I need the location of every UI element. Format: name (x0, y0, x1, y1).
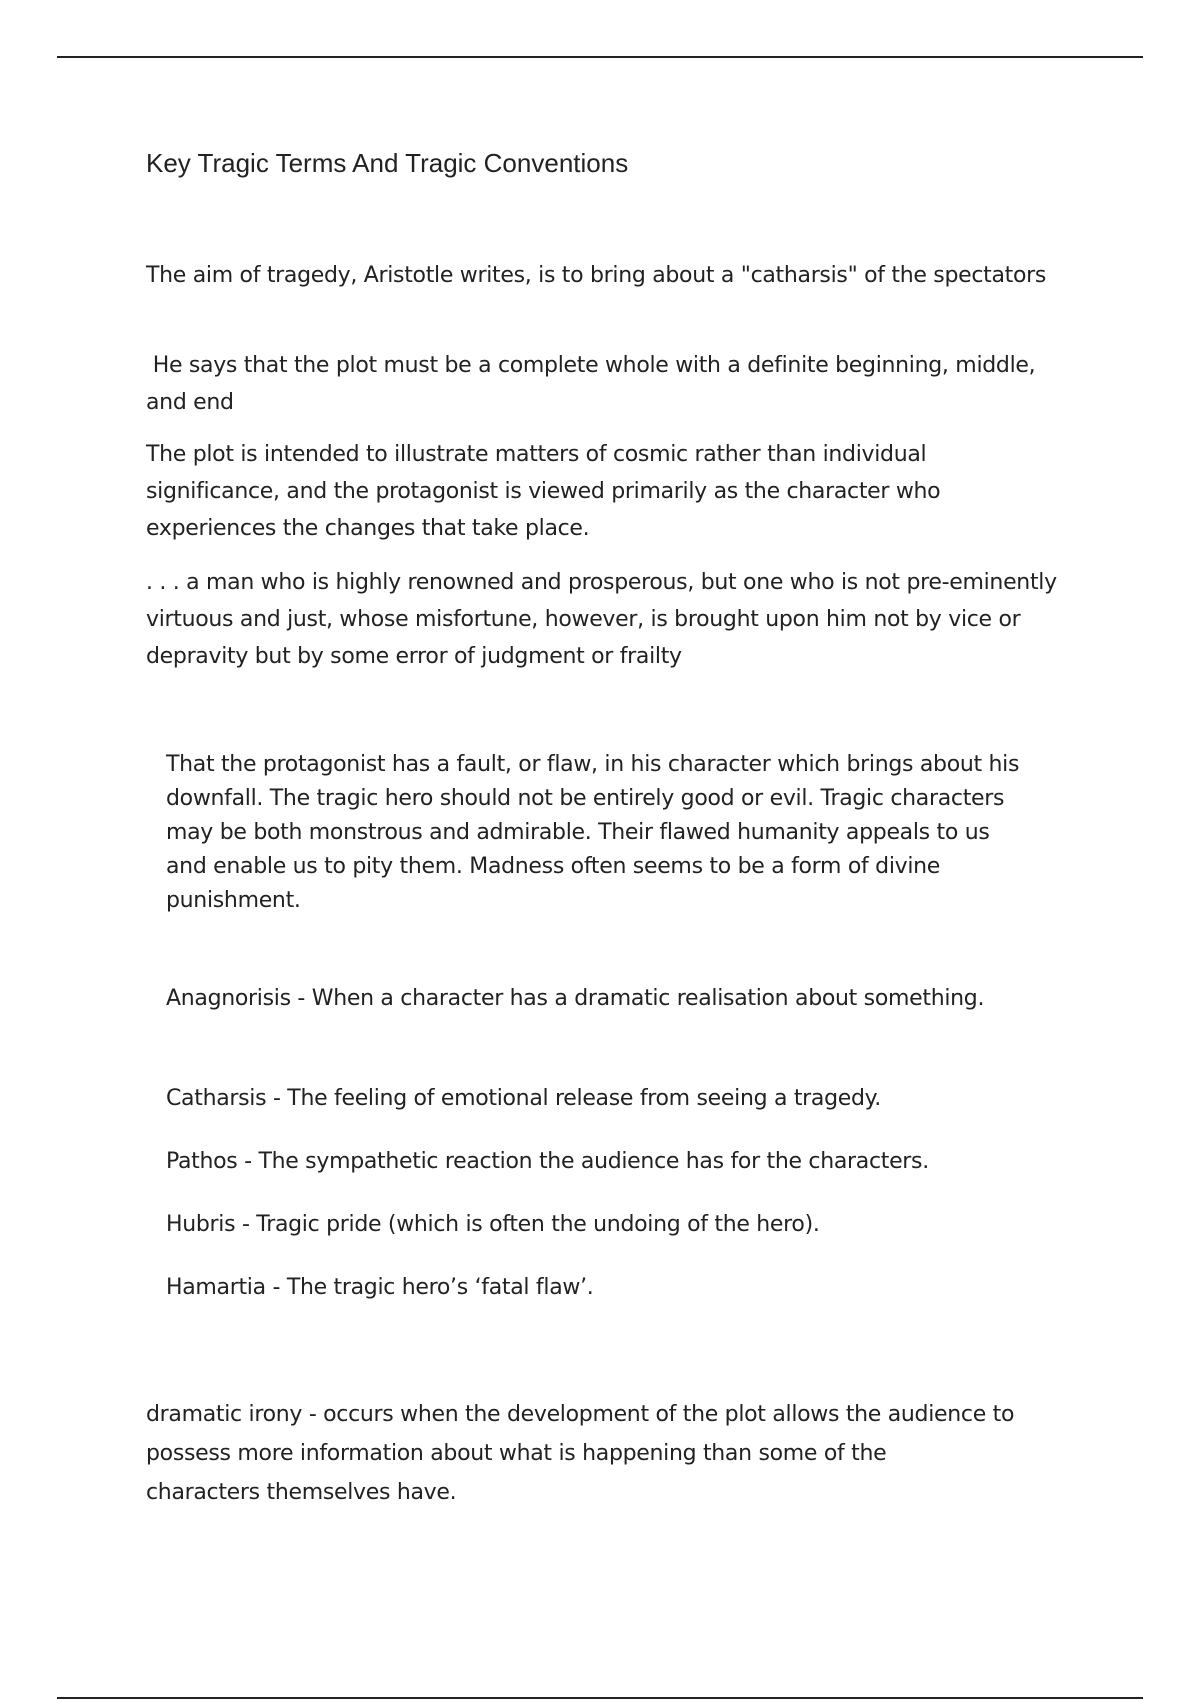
bottom-rule (57, 1697, 1143, 1699)
paragraph-tragic-flaw: That the protagonist has a fault, or flaw, in his character which brings about his downfall. The tragic hero should not be entirely good or evil. Tragic characters may be both monstrous and admirable. Their flawed humanity appeals to us and enable us to pity them. Madness often seems to be a form of divine punishment. (166, 752, 1020, 913)
term-catharsis: Catharsis - The feeling of emotional release from seeing a tragedy. (166, 1086, 881, 1111)
paragraph-dramatic-irony (146, 1395, 1066, 1512)
term-hamartia: Hamartia - The tragic hero’s ‘fatal flaw’. (166, 1275, 594, 1300)
paragraph-plot-cosmic: The plot is intended to illustrate matters of cosmic rather than individual significance, and the protagonist is viewed primarily as the character who experiences the changes that take place. (146, 442, 941, 541)
dramatic-irony-line-1: dramatic irony - occurs when the development of the plot allows the audience to possess more information about what is happening than some of the (146, 1402, 1015, 1466)
dramatic-irony-line-2: characters themselves have. (146, 1480, 457, 1505)
paragraph-plot-whole: He says that the plot must be a complete whole with a definite beginning, middle, and end (146, 353, 1043, 415)
page-title: Key Tragic Terms And Tragic Conventions (146, 148, 629, 178)
term-pathos: Pathos - The sympathetic reaction the audience has for the characters. (166, 1149, 929, 1174)
paragraph-tragic-man: . . . a man who is highly renowned and prosperous, but one who is not pre-eminently virtuous and just, whose misfortune, however, is brought upon him not by vice or depravity but by some error of judgment or frailty (146, 570, 1057, 669)
term-anagnorisis: Anagnorisis - When a character has a dramatic realisation about something. (166, 986, 985, 1011)
paragraph-catharsis-aim: The aim of tragedy, Aristotle writes, is to bring about a "catharsis" of the spectators (146, 263, 1047, 288)
top-rule (57, 56, 1143, 58)
term-hubris: Hubris - Tragic pride (which is often the undoing of the hero). (166, 1212, 820, 1237)
